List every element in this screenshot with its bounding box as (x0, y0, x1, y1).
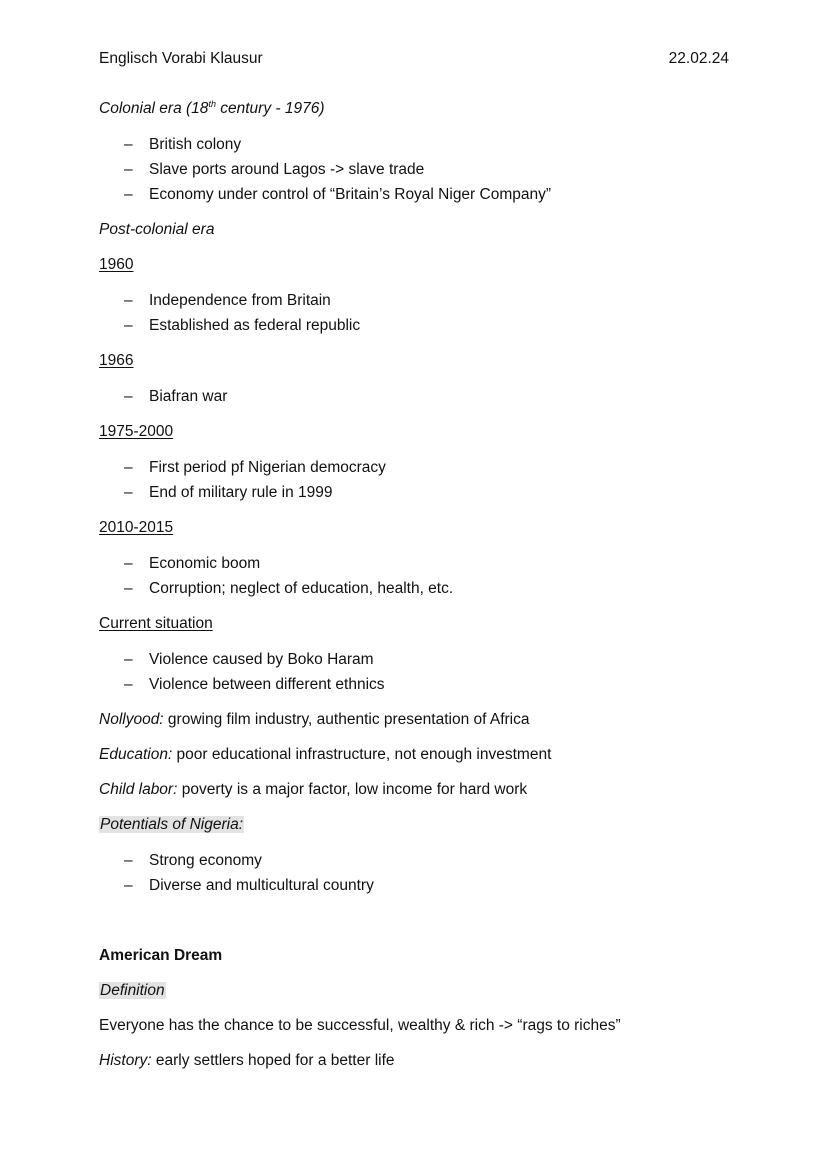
potentials-list (99, 851, 739, 896)
dash-bullet: – (124, 484, 133, 501)
list-item: – Independence from Britain (124, 292, 331, 309)
dash-bullet: – (124, 388, 133, 405)
list-item: – Strong economy (124, 852, 262, 869)
dash-bullet: – (124, 580, 133, 597)
list-item: – End of military rule in 1999 (124, 484, 333, 501)
list-item: – Economy under control of “Britain’s Royal Niger Company” (124, 186, 552, 203)
post-colonial-heading: Post-colonial era (99, 221, 215, 238)
document-date: 22.02.24 (668, 50, 729, 67)
year-1966-list (99, 387, 739, 407)
dash-bullet: – (124, 651, 133, 668)
document-title: Englisch Vorabi Klausur (99, 50, 263, 67)
dash-bullet: – (124, 676, 133, 693)
year-heading-1960: 1960 (99, 256, 134, 273)
dash-bullet: – (124, 459, 133, 476)
dash-bullet: – (124, 136, 133, 153)
definition-heading: Definition (100, 982, 165, 999)
topic-education: Education: poor educational infrastructure, not enough investment (99, 746, 552, 763)
list-item: – Corruption; neglect of education, health, etc. (124, 580, 454, 597)
list-item: – British colony (124, 136, 242, 153)
dash-bullet: – (124, 161, 133, 178)
document-body (99, 99, 739, 1071)
definition-text: Everyone has the chance to be successful, wealthy & rich -> “rags to riches” (99, 1017, 621, 1034)
potentials-heading: Potentials of Nigeria: (100, 816, 244, 833)
current-situation-heading: Current situation (99, 615, 213, 632)
list-item: – Slave ports around Lagos -> slave trade (124, 161, 425, 178)
list-item: – Economic boom (124, 555, 261, 572)
topic-nollywood: Nollyood: growing film industry, authentic presentation of Africa (99, 711, 530, 728)
list-item: – Established as federal republic (124, 317, 361, 334)
list-item: – First period pf Nigerian democracy (124, 459, 386, 476)
current-situation-list (99, 650, 739, 695)
dash-bullet: – (124, 292, 133, 309)
page-header (99, 50, 729, 68)
dash-bullet: – (124, 317, 133, 334)
list-item: – Diverse and multicultural country (124, 877, 374, 894)
colonial-era-list (99, 135, 739, 205)
list-item: – Violence caused by Boko Haram (124, 651, 374, 668)
dash-bullet: – (124, 852, 133, 869)
year-heading-1975-2000: 1975-2000 (99, 423, 174, 440)
year-heading-1966: 1966 (99, 352, 134, 369)
list-item: – Biafran war (124, 388, 228, 405)
year-heading-2010-2015: 2010-2015 (99, 519, 174, 536)
american-dream-heading: American Dream (99, 947, 223, 964)
year-1960-list (99, 291, 739, 336)
topic-child-labor: Child labor: poverty is a major factor, low income for hard work (99, 781, 528, 798)
colonial-era-heading: Colonial era (18th century - 1976) (99, 99, 325, 117)
list-item: – Violence between different ethnics (124, 676, 385, 693)
history-text: History: early settlers hoped for a better life (99, 1052, 395, 1069)
dash-bullet: – (124, 555, 133, 572)
dash-bullet: – (124, 877, 133, 894)
year-2010-2015-list (99, 554, 739, 599)
year-1975-2000-list (99, 458, 739, 503)
dash-bullet: – (124, 186, 133, 203)
